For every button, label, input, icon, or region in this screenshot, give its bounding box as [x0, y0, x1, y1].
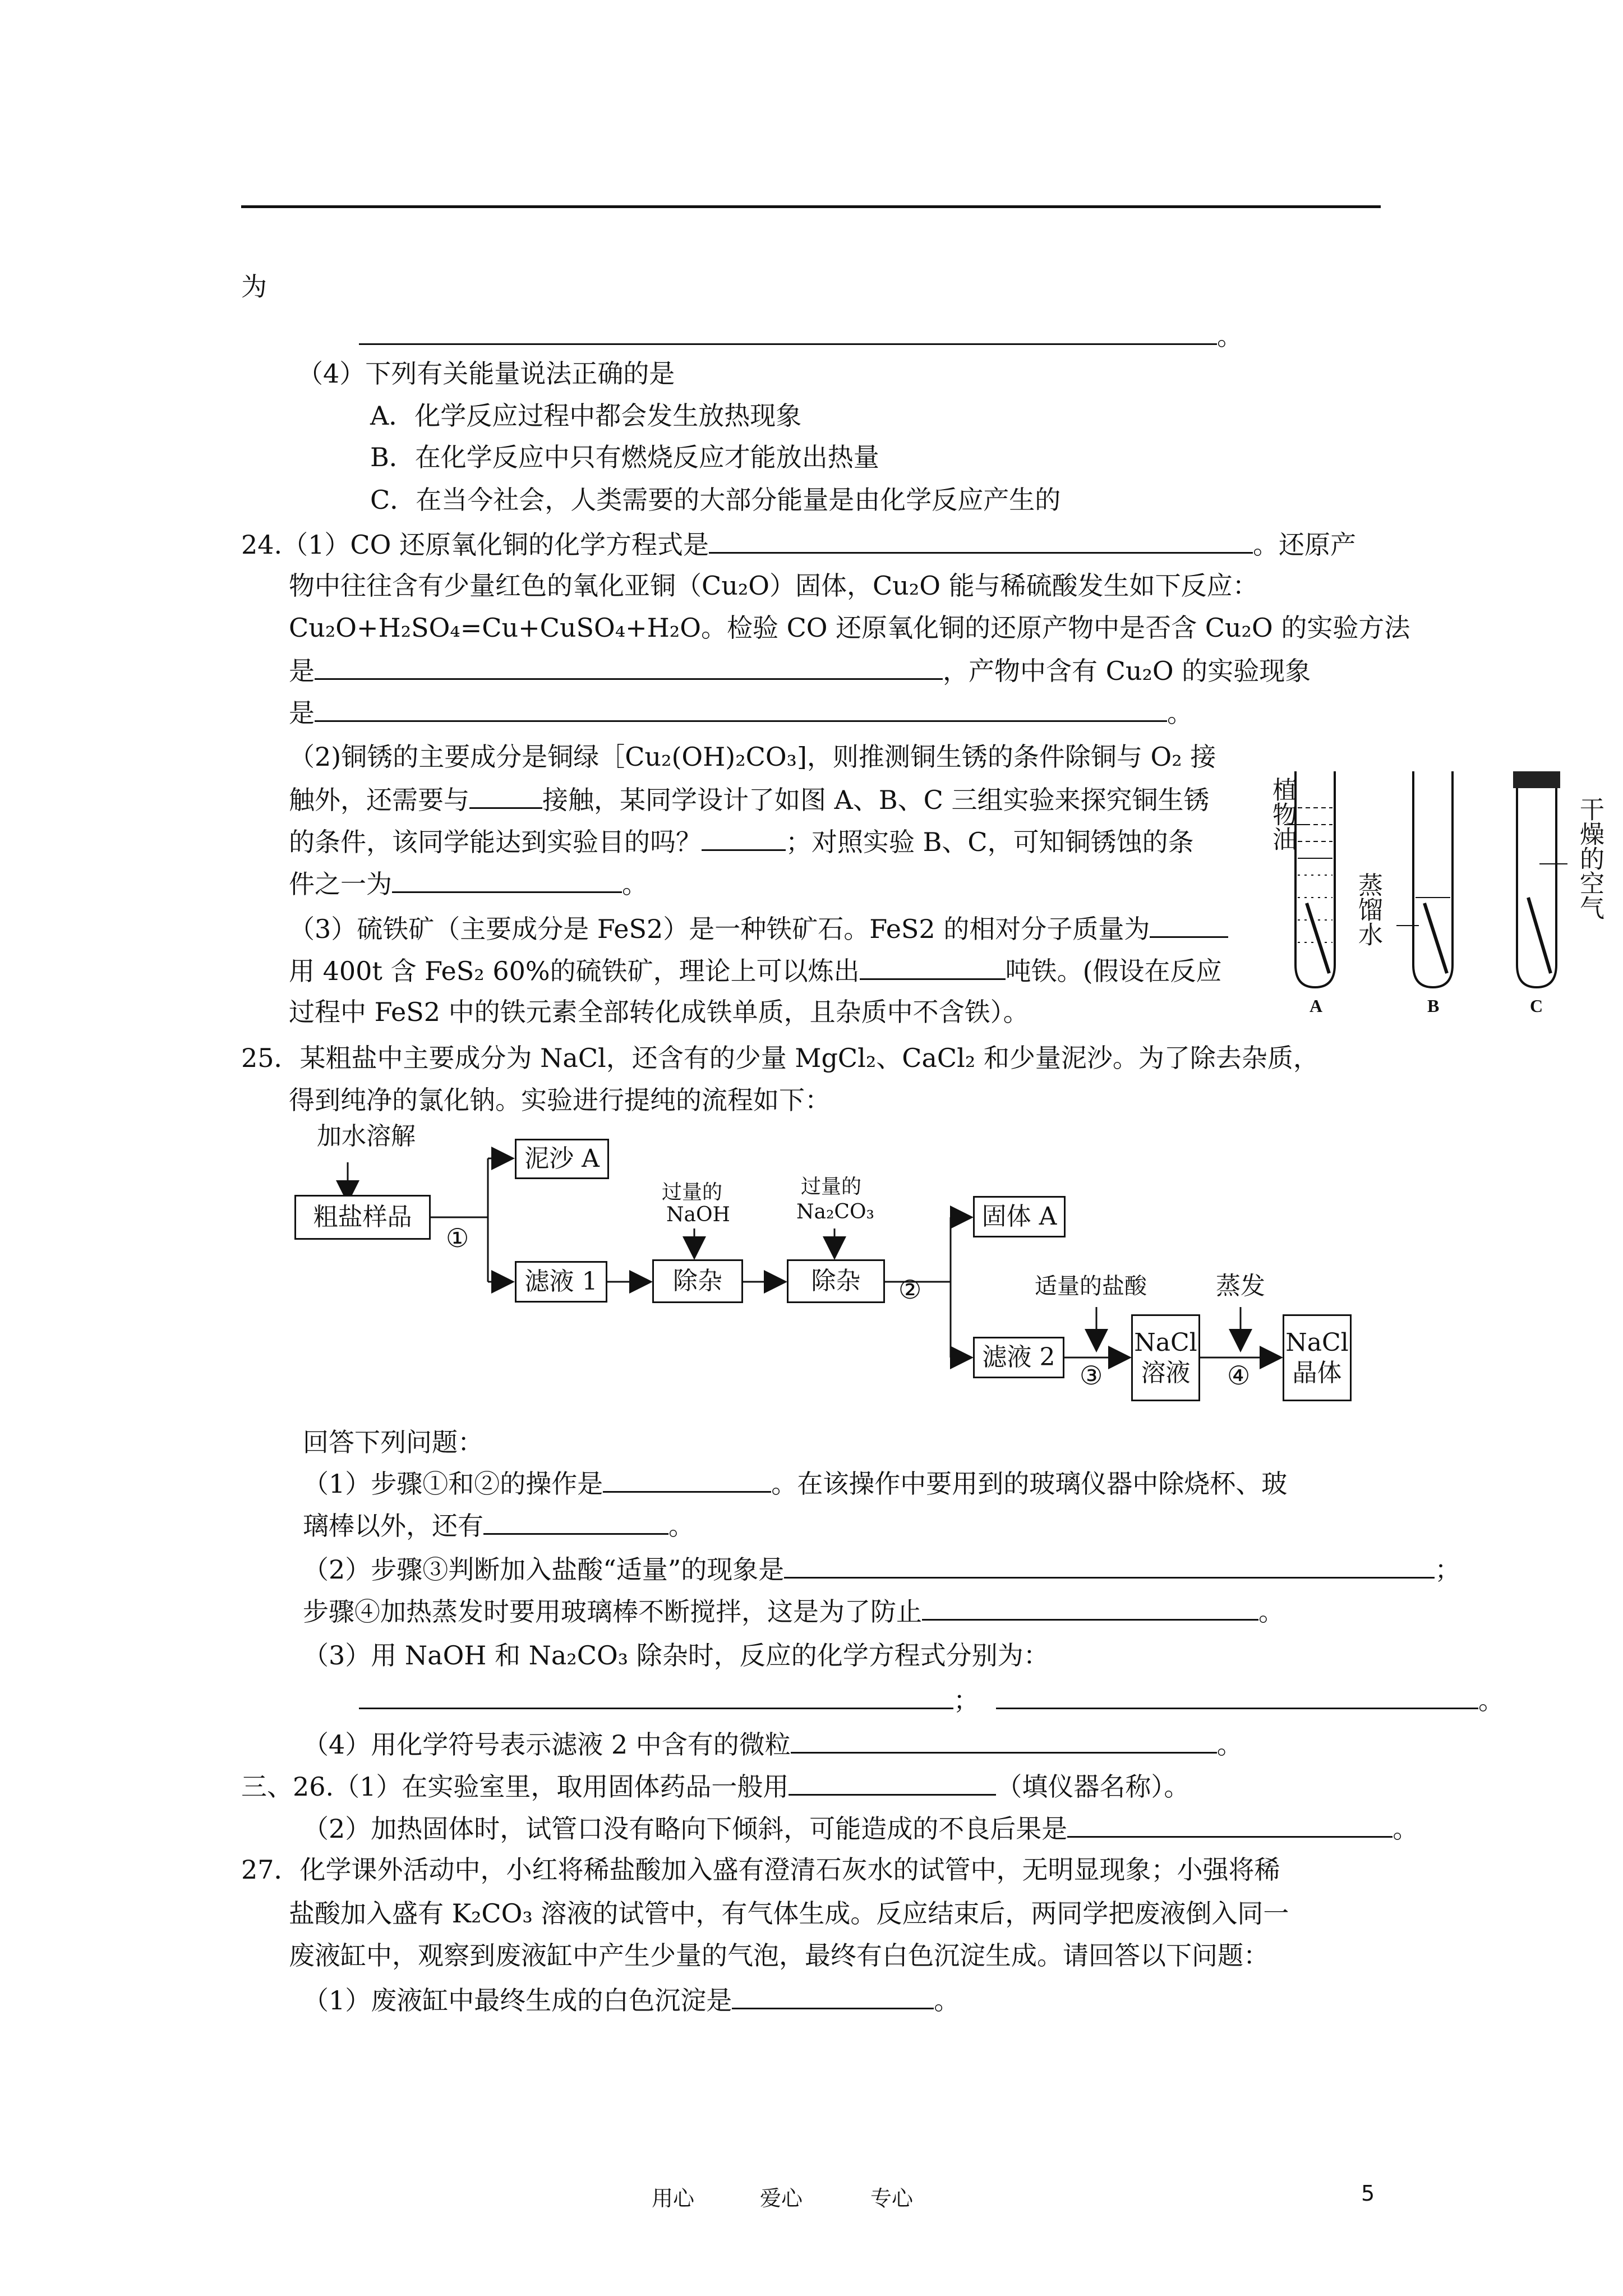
blank[interactable]: [392, 866, 622, 893]
tube-letter-a: A: [1310, 996, 1323, 1016]
answer-line-energy: 。: [359, 318, 1243, 353]
tube-label-oil: 植物油: [1268, 777, 1297, 851]
blank[interactable]: [791, 1726, 1217, 1754]
q24-line3: Cu₂O+H₂SO₄=Cu+CuSO₄+H₂O。检验 CO 还原氧化铜的还原产物中是否含 Cu₂O 的实验方法: [289, 613, 1410, 643]
q25-q2b: 步骤④加热蒸发时要用玻璃棒不断搅拌，这是为了防止 。: [303, 1593, 1284, 1629]
blank[interactable]: [996, 1682, 1478, 1709]
flow-step-2: ②: [898, 1274, 922, 1305]
header-rule: [241, 205, 1381, 208]
q26-1: 三、26.（1）在实验室里，取用固体药品一般用 （填仪器名称）。: [241, 1768, 1189, 1804]
blank[interactable]: [702, 823, 786, 851]
q26-2: （2）加热固体时，试管口没有略向下倾斜，可能造成的不良后果是 。: [303, 1810, 1418, 1846]
q27-3: 废液缸中，观察到废液缸中产生少量的气泡，最终有白色沉淀生成。请回答以下问题：: [289, 1940, 1269, 1971]
flow-hcl: 适量的盐酸: [1035, 1273, 1147, 1299]
flow-crude-salt: 粗盐样品: [294, 1195, 431, 1240]
q24-line2: 物中往往含有少量红色的氧化亚铜（Cu₂O）固体，Cu₂O 能与稀硫酸发生如下反应：: [289, 570, 1258, 601]
blank[interactable]: [709, 526, 1253, 554]
blank[interactable]: [732, 1982, 934, 2009]
flow-filtrate2: 滤液 2: [973, 1337, 1064, 1378]
flow-filtrate1: 滤液 1: [515, 1261, 607, 1303]
footer-3: 专心: [870, 2186, 914, 2211]
q25-line1: 25．某粗盐中主要成分为 NaCl，还含有的少量 MgCl₂、CaCl₂ 和少量泥沙。为了除去杂质，: [241, 1043, 1319, 1073]
tube-letter-c: C: [1530, 996, 1543, 1016]
q24-line7: 触外，还需要与 接触，某同学设计了如图 A、B、C 三组实验来探究铜生锈: [289, 781, 1209, 817]
blank[interactable]: [860, 953, 1006, 980]
q24-line8: 的条件，该同学能达到实验目的吗？ ；对照实验 B、C，可知铜锈蚀的条: [289, 823, 1194, 859]
q25-q1a: （1）步骤①和②的操作是 。在该操作中要用到的玻璃仪器中除烧杯、玻: [303, 1465, 1287, 1501]
flow-na2co3: Na₂CO₃: [796, 1200, 874, 1223]
q25-q1b: 璃棒以外，还有 。: [303, 1507, 694, 1543]
blank[interactable]: [1150, 910, 1228, 938]
flow-nacl-crystal: NaCl 晶体: [1283, 1314, 1352, 1401]
blank[interactable]: [789, 1768, 996, 1796]
q24-line1: 24.（1）CO 还原氧化铜的化学方程式是 。还原产: [241, 526, 1356, 562]
footer-2: 爱心: [760, 2186, 803, 2211]
flow-remove1: 除杂: [652, 1259, 743, 1303]
page-number: 5: [1361, 2181, 1375, 2206]
flow-remove2: 除杂: [787, 1259, 885, 1303]
q24-line9: 件之一为 。: [289, 866, 648, 901]
blank[interactable]: [315, 652, 943, 680]
flow-solid-a: 固体 A: [973, 1196, 1066, 1237]
q27-q1: （1）废液缸中最终生成的白色沉淀是 。: [303, 1982, 960, 2018]
blank[interactable]: [922, 1593, 1258, 1621]
flow-nacl-solution: NaCl 溶液: [1131, 1314, 1200, 1401]
line-wei: 为: [241, 272, 267, 302]
option-a: A．化学反应过程中都会发生放热现象: [370, 401, 802, 431]
flow-na2co3-qty: 过量的: [801, 1175, 862, 1198]
flow-step-1: ①: [446, 1223, 469, 1253]
blank[interactable]: [359, 318, 1217, 345]
flow-add-water: 加水溶解: [317, 1122, 416, 1151]
footer-1: 用心: [652, 2186, 695, 2211]
q25-q3: （3）用 NaOH 和 Na₂CO₃ 除杂时，反应的化学方程式分别为：: [303, 1640, 1049, 1671]
q25-q2a: （2）步骤③判断加入盐酸“适量”的现象是 ；: [303, 1551, 1460, 1587]
q24-line6: （2)铜锈的主要成分是铜绿［Cu₂(OH)₂CO₃]，则推测铜生锈的条件除铜与 O₂ 接: [289, 742, 1216, 772]
q24-line12: 过程中 FeS2 中的铁元素全部转化成铁单质，且杂质中不含铁）。: [289, 997, 1029, 1027]
blank[interactable]: [469, 781, 542, 809]
tube-label-water: 蒸馏水: [1354, 872, 1382, 946]
q23-4: （4）下列有关能量说法正确的是: [297, 358, 675, 389]
q27-2: 盐酸加入盛有 K₂CO₃ 溶液的试管中，有气体生成。反应结束后，两同学把废液倒入同一: [289, 1898, 1289, 1929]
blank[interactable]: [603, 1465, 771, 1493]
option-c: C．在当今社会，人类需要的大部分能量是由化学反应产生的: [370, 485, 1061, 515]
option-b: B．在化学反应中只有燃烧反应才能放出热量: [370, 442, 879, 472]
flow-naoh: NaOH: [666, 1203, 730, 1226]
q24-line10: （3）硫铁矿（主要成分是 FeS2）是一种铁矿石。FeS2 的相对分子质量为: [289, 910, 1228, 946]
q24-line5: 是 。: [289, 694, 1193, 730]
blank[interactable]: [1067, 1810, 1393, 1838]
q25-answer-intro: 回答下列问题：: [303, 1427, 483, 1457]
flow-sand: 泥沙 A: [515, 1139, 609, 1179]
flow-naoh-qty: 过量的: [662, 1181, 723, 1204]
blank[interactable]: [359, 1682, 953, 1709]
q25-q3-blanks: ； 。: [359, 1682, 1504, 1718]
flow-step-3: ③: [1080, 1360, 1103, 1391]
q25-line2: 得到纯净的氯化钠。实验进行提纯的流程如下：: [289, 1085, 831, 1115]
q24-line11: 用 400t 含 FeS₂ 60%的硫铁矿，理论上可以炼出 吨铁。(假设在反应: [289, 953, 1222, 988]
tube-label-air: 干燥的空气: [1575, 797, 1604, 920]
flow-step-4: ④: [1227, 1360, 1251, 1391]
q24-line4: 是 ，产物中含有 Cu₂O 的实验现象: [289, 652, 1311, 688]
blank[interactable]: [784, 1551, 1435, 1579]
q27-1: 27．化学课外活动中，小红将稀盐酸加入盛有澄清石灰水的试管中，无明显现象；小强将稀: [241, 1855, 1280, 1885]
tube-letter-b: B: [1427, 996, 1440, 1016]
flow-evaporate: 蒸发: [1216, 1272, 1265, 1300]
blank[interactable]: [315, 694, 1167, 722]
blank[interactable]: [483, 1507, 668, 1535]
q25-q4: （4）用化学符号表示滤液 2 中含有的微粒 。: [303, 1726, 1243, 1762]
